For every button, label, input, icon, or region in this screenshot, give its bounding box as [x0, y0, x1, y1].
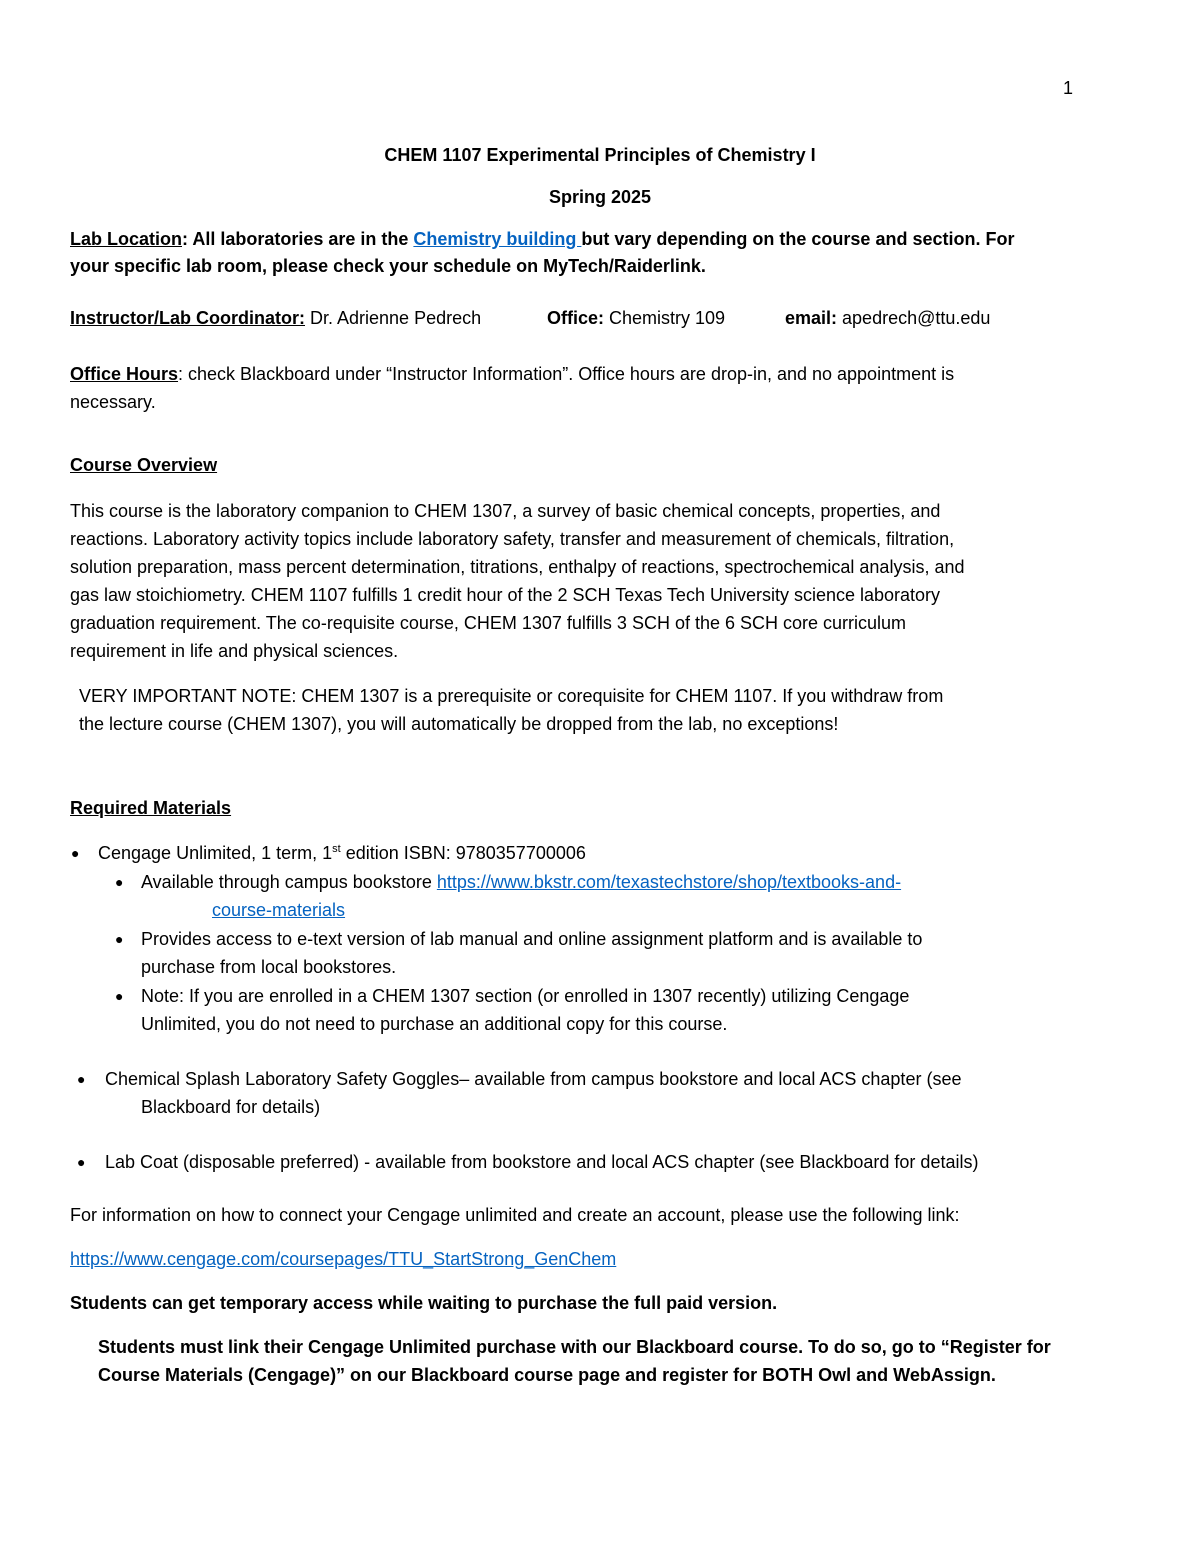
- bullet-icon: ●: [77, 1071, 86, 1087]
- overview-line: graduation requirement. The co-requisite course, CHEM 1307 fulfills 3 SCH of the 6 SCH core curriculum: [70, 613, 907, 633]
- instructor-line: [70, 304, 481, 332]
- chemistry-building-link[interactable]: Chemistry building: [413, 229, 582, 249]
- office-hours-label: Office Hours: [70, 364, 179, 384]
- course-overview-heading: Course Overview: [70, 455, 218, 475]
- office-value: Chemistry 109: [604, 308, 726, 328]
- sub-item-note: Note: If you are enrolled in a CHEM 1307 section (or enrolled in 1307 recently) utilizing Cengage: [141, 986, 910, 1006]
- overview-line: reactions. Laboratory activity topics include laboratory safety, transfer and measurement of chemicals, filtration,: [70, 529, 955, 549]
- lab-location-text-2: but vary depending on the course and section. For: [581, 229, 1015, 249]
- cengage-item: [98, 839, 586, 867]
- cengage-startstrong-link[interactable]: https://www.cengage.com/coursepages/TTU_StartStrong_GenChem: [70, 1249, 617, 1269]
- bookstore-link-continued[interactable]: course-materials: [212, 900, 346, 920]
- office-label: Office:: [547, 308, 605, 328]
- page-number: 1: [1062, 78, 1073, 98]
- email-value: apedrech@ttu.edu: [837, 308, 991, 328]
- goggles-item-cont: Blackboard for details): [141, 1097, 321, 1117]
- overview-line: solution preparation, mass percent determination, titrations, enthalpy of reactions, spectrochemical analysis, and: [70, 557, 965, 577]
- required-materials-heading: Required Materials: [70, 798, 232, 818]
- email-label: email:: [785, 308, 838, 328]
- page-title: CHEM 1107 Experimental Principles of Chemistry I: [384, 145, 816, 165]
- important-note-line: VERY IMPORTANT NOTE: CHEM 1307 is a prerequisite or corequisite for CHEM 1107. If you withdraw from: [79, 686, 944, 706]
- link-instructions: Students must link their Cengage Unlimited purchase with our Blackboard course. To do so, go to “Register for: [98, 1337, 1051, 1357]
- important-note-line: the lecture course (CHEM 1307), you will automatically be dropped from the lab, no exceptions!: [79, 714, 839, 734]
- email-line: [785, 304, 990, 332]
- cengage-text: Cengage Unlimited, 1 term, 1: [98, 843, 333, 863]
- bookstore-text: Available through campus bookstore: [141, 872, 437, 892]
- goggles-item: Chemical Splash Laboratory Safety Goggles– available from campus bookstore and local ACS chapter (see: [105, 1069, 962, 1089]
- office-hours-text: : check Blackboard under “Instructor Information”. Office hours are drop-in, and no appointment is: [178, 364, 955, 384]
- cengage-info-text: For information on how to connect your Cengage unlimited and create an account, please use the following link:: [70, 1205, 960, 1225]
- isbn-text: edition ISBN: 9780357700006: [340, 843, 586, 863]
- lab-location-line-2: your specific lab room, please check your schedule on MyTech/Raiderlink.: [70, 256, 706, 276]
- sub-item-note-cont: Unlimited, you do not need to purchase an additional copy for this course.: [141, 1014, 728, 1034]
- sub-item-etext: Provides access to e-text version of lab manual and online assignment platform and is available to: [141, 929, 923, 949]
- lab-location-line-1: [70, 225, 1014, 253]
- temporary-access-note: Students can get temporary access while waiting to purchase the full paid version.: [70, 1293, 778, 1313]
- instructor-name: Dr. Adrienne Pedrech: [305, 308, 482, 328]
- ordinal-suffix: st: [332, 843, 341, 855]
- overview-line: requirement in life and physical sciences.: [70, 641, 399, 661]
- bookstore-link[interactable]: https://www.bkstr.com/texastechstore/shop/textbooks-and-: [436, 872, 902, 892]
- bullet-icon: ●: [71, 845, 80, 861]
- overview-line: gas law stoichiometry. CHEM 1107 fulfills 1 credit hour of the 2 SCH Texas Tech University science laboratory: [70, 585, 941, 605]
- office-hours-line-2: necessary.: [70, 392, 156, 412]
- lab-coat-item: Lab Coat (disposable preferred) - available from bookstore and local ACS chapter (see Blackboard for details): [105, 1152, 979, 1172]
- bullet-icon: ●: [115, 988, 124, 1004]
- bullet-icon: ●: [115, 931, 124, 947]
- overview-line: This course is the laboratory companion to CHEM 1307, a survey of basic chemical concepts, properties, and: [70, 501, 941, 521]
- lab-location-label: Lab Location: [70, 229, 182, 249]
- term: Spring 2025: [548, 187, 652, 207]
- instructor-label: Instructor/Lab Coordinator:: [70, 308, 305, 328]
- bullet-icon: ●: [115, 874, 124, 890]
- lab-location-text: : All laboratories are in the: [182, 229, 414, 249]
- sub-item-etext-cont: purchase from local bookstores.: [141, 957, 397, 977]
- office-hours-line-1: [70, 360, 954, 388]
- office-line: [547, 304, 725, 332]
- sub-item-bookstore: [141, 868, 901, 896]
- bullet-icon: ●: [77, 1154, 86, 1170]
- link-instructions-cont: Course Materials (Cengage)” on our Blackboard course page and register for BOTH Owl and WebAssign.: [98, 1365, 996, 1385]
